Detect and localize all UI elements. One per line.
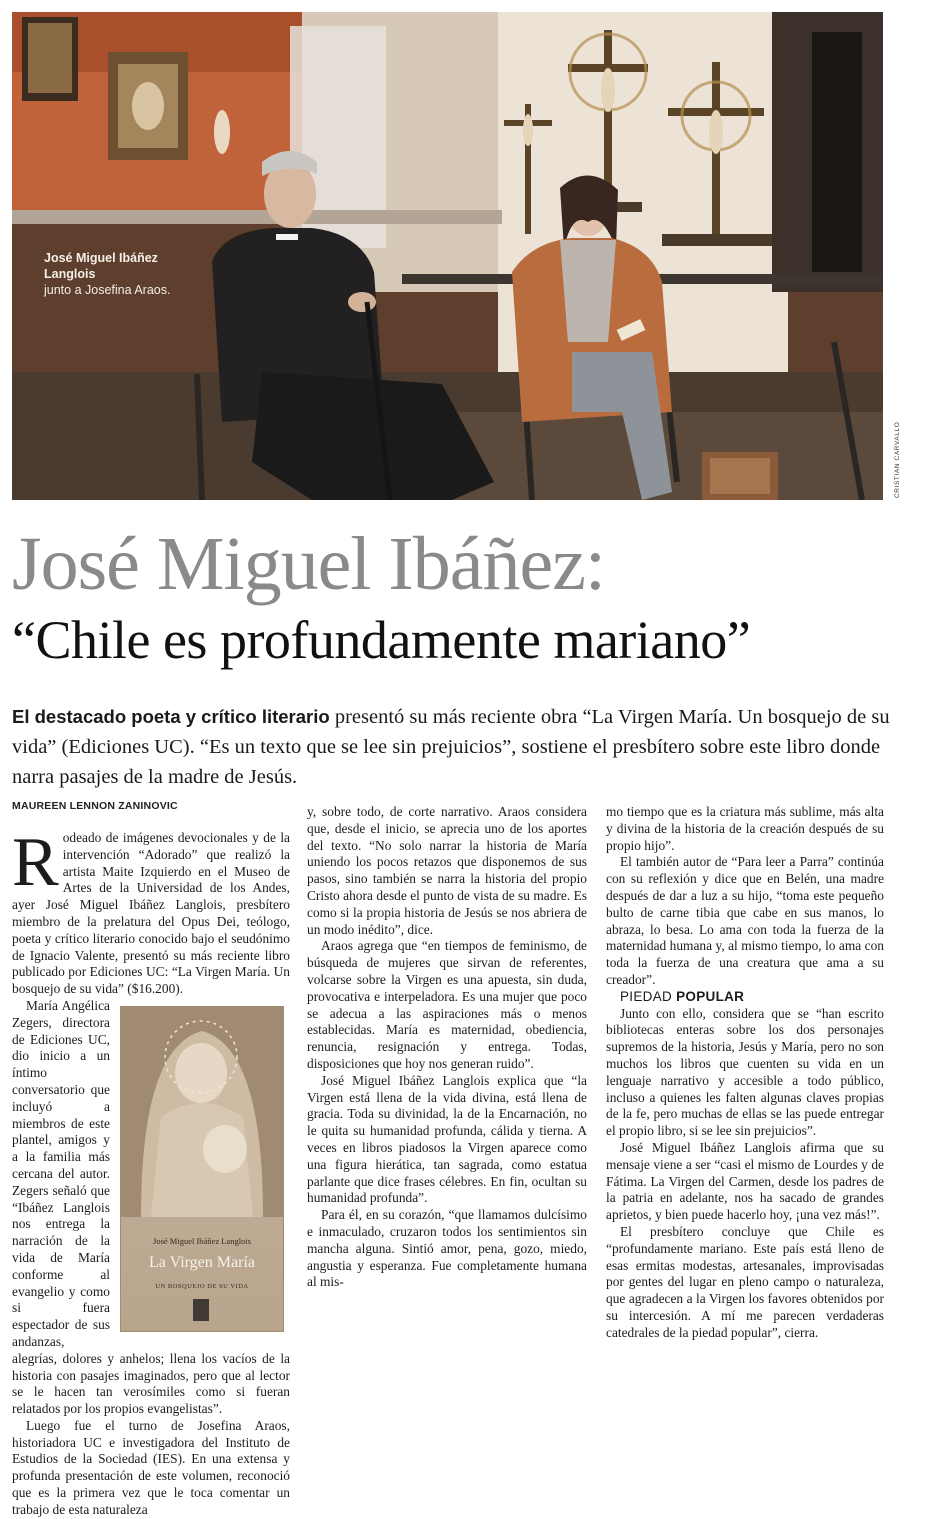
drop-cap: R <box>12 824 59 901</box>
article-column-1 <box>12 824 290 1519</box>
lead-text: presentó su más reciente obra “La Virgen María. Un bosquejo de su vida” (Ediciones UC). “Es un texto que se lee sin prejuicios”, sostiene el presbítero sobre este libro donde narra pasajes de la madre de Jesús. <box>12 706 890 788</box>
article-column-2 <box>307 804 587 1291</box>
book-title: La Virgen María <box>149 1253 255 1271</box>
book-cover <box>120 1006 284 1332</box>
paragraph: El presbítero concluye que Chile es “profundamente mariano. Este país está lleno de esas ermitas modestas, artesanales, improvisadas por gentes del lugar en pleno campo o naturaleza, que agradecen a la Virgen los favores obtenidos por su intercesión. A mí me parecen verdaderas catedrales de la piedad popular”, cierra. <box>606 1223 884 1340</box>
headline-line2: “Chile es profundamente mariano” <box>12 610 751 670</box>
paragraph: Luego fue el turno de Josefina Araos, historiadora UC e investigadora del Instituto de Estudios de la Sociedad (IES). En una extensa y profunda presentación de este volumen, reconoció que es la primera vez que le toca comentar un trabajo de esta naturaleza <box>12 1417 290 1517</box>
section-subhead <box>606 989 884 1006</box>
caption-name: José Miguel Ibáñez Langlois <box>44 251 158 281</box>
publisher-logo-icon <box>193 1299 209 1321</box>
headline-line1: José Miguel Ibáñez: <box>12 522 606 606</box>
paragraph: y, sobre todo, de corte narrativo. Araos considera que, desde el inicio, se aprecia uno de los aportes del texto. “No solo narrar la historia de María uniendo los pocos retazos que disponemos de sus pasos, sino también se narra la historia del propio Cristo ahora desde el punto de vista de su madre. Es como si la propia historia de Jesús se nos abriera de un modo inédito”, dice. <box>307 804 587 937</box>
paragraph: María Angélica Zegers, directora de Ediciones UC, dio inicio a un íntimo conversatorio que incluyó a miembros de este plantel, amigos y a la familia más cercana del autor. Zegers señaló que “Ibáñez Langlois nos entrega la narración de la vida de María conforme al evangelio y como si fuera espectador de sus andanzas, alegrías, dolores y anhelos; llena los vacíos de la historia con pasajes imaginados, pero que al lector se le hacen tan verosímiles como si fueran relatados por los propios evangelistas”. <box>12 997 290 1417</box>
paragraph: Para él, en su corazón, “que llamamos dulcísimo e inmaculado, cruzaron todos los sentimientos sin mancha alguna. Sintió amor, pena, gozo, miedo, angustia y esperanza. Fue completamente humana al mis- <box>307 1207 587 1290</box>
book-subtitle: UN BOSQUEJO DE SU VIDA <box>155 1282 249 1290</box>
photo-caption <box>44 250 174 298</box>
paragraph: mo tiempo que es la criatura más sublime, más alta y divina de la historia de la creación después de su propio hijo”. <box>606 804 884 853</box>
paragraph: Araos agrega que “en tiempos de feminismo, de búsqueda de mujeres que sirvan de referentes, volcarse sobre la Virgen es una apuesta, sin duda, provocativa e interpeladora. Es una mujer que poco se adecua a las aspiraciones más o menos establecidas. María es maternidad, obediencia, renuncia, resignación y entrega. Todas, disposiciones que hoy nos generan ruido”. <box>307 938 587 1071</box>
article-photo <box>12 12 883 500</box>
book-cover-image <box>118 1006 290 1336</box>
paragraph: José Miguel Ibáñez Langlois afirma que su mensaje viene a ser “casi el mismo de Lourdes y de Fátima. La Virgen del Carmen, desde los padres de la patria en adelante, nos ha sacado de grandes aprietos, y bien puede hacerlo hoy, ¡una vez más!”. <box>606 1139 884 1223</box>
paragraph: El también autor de “Para leer a Parra” continúa con su reflexión y dice que en Belén, una madre después de dar a luz a su hijo, “toma este pequeño bulto de carne tibia que cabe en sus manos, lo abraza, lo besa. Lo ama con toda la fuerza de la maternidad humana y, al mismo tiempo, lo ama con toda la fuerza de una creatura que ama a su creador”. <box>606 854 884 987</box>
paragraph: Junto con ello, considera que se “han escrito bibliotecas enteras sobre los dos personajes supremos de la historia, Jesús y María, pero no son muchos los libros que cuenten su vida en un lenguaje narrativo y accesible a todo público, incluso a quienes les falten algunas claves propias de la fe, pero muchas de ellas se las puede entregar el propio libro, si se lee sin prejuicios”. <box>606 1005 884 1139</box>
photo-credit-text: CRISTIAN CARVALLO <box>894 421 901 498</box>
subhead-bold: POPULAR <box>676 988 745 1004</box>
lead-paragraph <box>12 702 912 792</box>
paragraph-text: odeado de imágenes devocionales y de la intervención “Adorado” que realizó la artista Maite Izquierdo en el Museo de Artes de la Universidad de los Andes, ayer José Miguel Ibáñez Langlois, presbítero miembro de la prelatura del Opus Dei, teólogo, poeta y crítico literario conocido bajo el seudónimo de Ignacio Valente, presentó su más reciente libro publicado por Ediciones UC: “La Virgen María. Un bosquejo de su vida” ($16.200). <box>12 830 290 997</box>
article-column-3 <box>606 804 884 1342</box>
paragraph: José Miguel Ibáñez Langlois explica que “la Virgen está llena de la vida divina, está llena de gracia. Toda su divinidad, la de la Encarnación, no le quita su humanidad profunda, cálida y tierna. A veces en libros piadosos la Virgen aparece como una figura hierática, tan sagrada, como estatua parlante que dice frases célebres. En fin, ocultan su humanidad profunda”. <box>307 1072 587 1206</box>
subhead-light: PIEDAD <box>620 988 677 1004</box>
book-author: José Miguel Ibáñez Langlois <box>153 1235 251 1246</box>
caption-text: junto a Josefina Araos. <box>44 283 171 297</box>
photo-credit <box>884 418 901 498</box>
paragraph <box>12 824 290 998</box>
byline: MAUREEN LENNON ZANINOVIC <box>12 800 178 812</box>
lead-bold: El destacado poeta y crítico literario <box>12 706 330 727</box>
